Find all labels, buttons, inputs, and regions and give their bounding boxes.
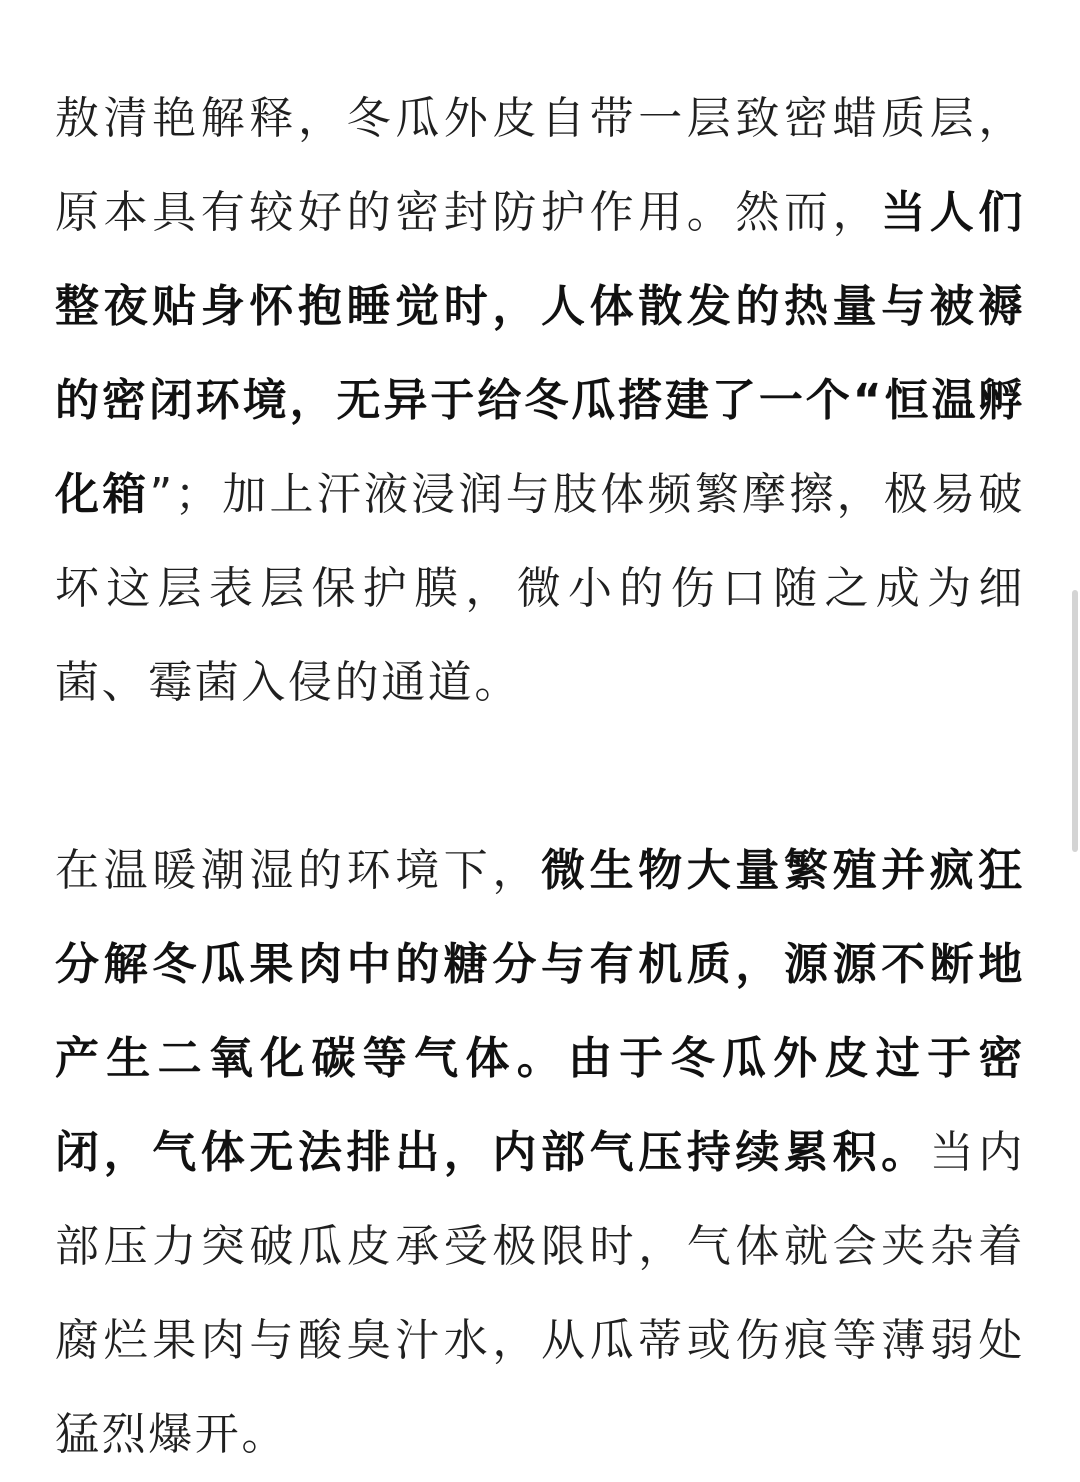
- paragraph-text: 当内部压力突破瓜皮承受极限时，气体就会夹杂着腐烂果肉与酸臭汁水，从瓜蒂或伤痕等薄弱处猛烈爆开。: [55, 1127, 1025, 1460]
- paragraph-bold-text: 当人们整夜贴身怀抱睡觉时，人体散发的热量与被褥的密闭环境，无异于给冬瓜搭建了一个“恒温孵化箱: [55, 187, 1025, 520]
- paragraph-text: 在温暖潮湿的环境下，: [55, 845, 541, 896]
- article-body: [55, 72, 1025, 1482]
- paragraph-text: 敖清艳解释，冬瓜外皮自带一层致密蜡质层，原本具有较好的密封防护作用。然而，: [55, 93, 1025, 238]
- paragraph-bold-text: 微生物大量繁殖并疯狂分解冬瓜果肉中的糖分与有机质，源源不断地产生二氧化碳等气体。由于冬瓜外皮过于密闭，气体无法排出，内部气压持续累积。: [55, 845, 1025, 1178]
- paragraph-wax-layer: [55, 72, 1025, 730]
- scrollbar-thumb[interactable]: [1072, 590, 1078, 852]
- paragraph-text: ”；加上汗液浸润与肢体频繁摩擦，极易破坏这层表层保护膜，微小的伤口随之成为细菌、霉菌入侵的通道。: [55, 469, 1025, 708]
- paragraph-gas-buildup: [55, 824, 1025, 1482]
